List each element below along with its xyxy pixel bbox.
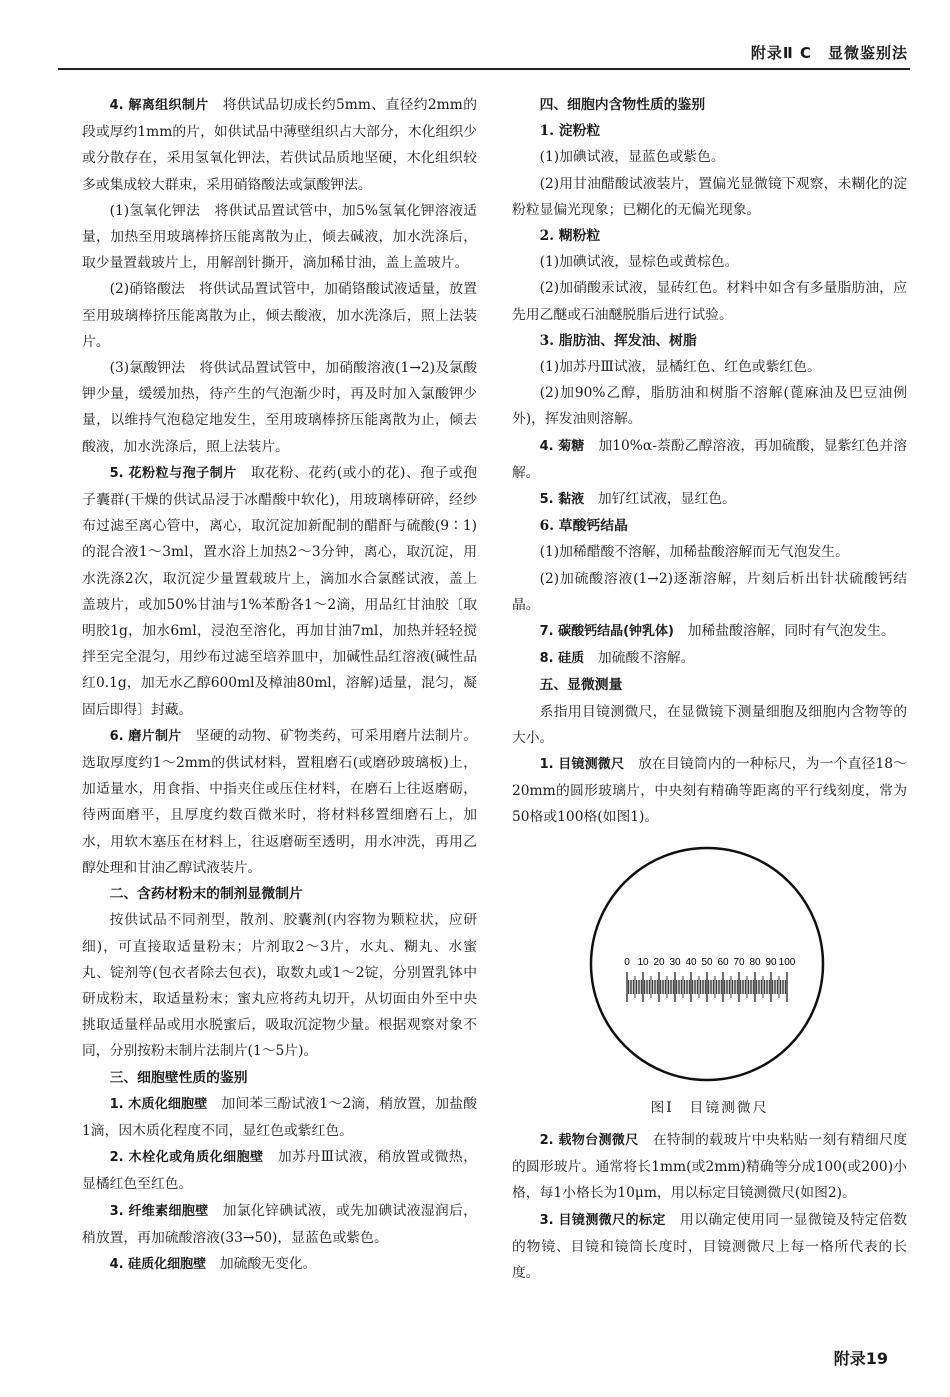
item-text: 用以确定使用同一显微镜及特定倍数的物镜、目镜和镜筒长度时，目镜测微尺上每一格所代表的长度。	[512, 1211, 908, 1281]
item-title: 5. 花粉粒与孢子制片	[109, 465, 237, 481]
item-text: 将供试品置试管中，加硝酸溶液(1→2)及氯酸钾少量，缓缓加热，待产生的气泡渐少时，再及时加入氯酸钾少量，以维持气泡稳定地发生，至用玻璃棒挤压能离散为止，倾去酸液，加水洗涤后，照上法装片。	[82, 360, 478, 455]
item-text: 取花粉、花药(或小的花)、孢子或孢子囊群(干燥的供试品浸于冰醋酸中软化)，用玻璃棒研碎，经纱布过滤至离心管中，离心，取沉淀加新配制的醋酐与硫酸(9∶1)的混合液1～3ml，置水浴上加热2～3分钟，离心，取沉淀，用水洗涤2次，取沉淀少量置载玻片上，滴加水合氯醛试液，盖上盖玻片，或加50%甘油与1%苯酚各1～2滴，用品红甘油胶〔取明胶1g，加水6ml，浸泡至溶化，再加甘油7ml，加热并轻轻搅拌至完全混匀，用纱布过滤至培养皿中，加碱性品红溶液(碱性品红0.1g，加无水乙醇600ml及樟油80ml，溶解)适量，混匀，凝固后即得〕封藏。	[82, 464, 477, 718]
item-title: 4. 菊糖	[539, 438, 585, 454]
right-column	[512, 92, 907, 1286]
item-title: 3. 纤维素细胞壁	[109, 1203, 209, 1219]
paragraph	[512, 1207, 907, 1287]
item-title: (3)氯酸钾法	[109, 360, 186, 377]
paragraph: (1)加碘试液，显蓝色或紫色。	[539, 149, 725, 166]
item-text: 加间苯三酚试液1～2滴，稍放置，加盐酸1滴，因木质化程度不同，显红色或紫红色。	[82, 1095, 478, 1139]
paragraph	[512, 433, 907, 486]
paragraph	[512, 751, 907, 831]
item-title: 6. 磨片制片	[109, 728, 182, 744]
paragraph: (2)用甘油醋酸试液装片，置偏光显微镜下观察，未糊化的淀粉粒显偏光现象；已糊化的无偏光现象。	[512, 175, 907, 218]
paragraph	[512, 486, 907, 513]
item-title: 2. 木栓化或角质化细胞壁	[109, 1150, 264, 1166]
item-text: 加苏丹Ⅲ试液，稍放置或微热，显橘红色至红色。	[82, 1149, 477, 1193]
paragraph: (1)加碘试液，显棕色或黄棕色。	[539, 254, 739, 271]
paragraph	[82, 1091, 477, 1144]
scale-label: 30	[669, 956, 681, 968]
paragraph	[512, 618, 907, 645]
paragraph: (2)加硝酸汞试液，显砖红色。材料中如含有多量脂肪油，应先用乙醚或石油醚脱脂后进行试验。	[512, 280, 907, 323]
left-column	[82, 92, 477, 1278]
item-text: 加硫酸无变化。	[219, 1255, 317, 1272]
figure-micrometer	[512, 839, 907, 1089]
item-text: 加硫酸不溶解。	[597, 650, 695, 667]
item-text: 将供试品置试管中，加5%氢氧化钾溶液适量，加热至用玻璃棒挤压能离散为止，倾去碱液，加水洗涤后，取少量置载玻片上，用解剖针撕开，滴加稀甘油，盖上盖玻片。	[82, 202, 478, 272]
paragraph: 按供试品不同剂型，散剂、胶囊剂(内容物为颗粒状，应研细)，可直接取适量粉末；片剂取2～3片，水丸、糊丸、水蜜丸、锭剂等(包衣者除去包衣)，取数丸或1～2锭，分别置乳钵中研成粉末，取适量粉末；蜜丸应将药丸切开，从切面由外至中央挑取适量样品或用水脱蜜后，吸取沉淀物少量。根据观察对象不同，分别按粉末制片法制片(1～5片)。	[82, 912, 477, 1060]
header-rule	[58, 68, 910, 70]
item-text: 加稀盐酸溶解，同时有气泡发生。	[687, 623, 895, 640]
section-heading: 五、显微测量	[539, 677, 623, 694]
page-number: 附录19	[833, 1349, 888, 1368]
paragraph: (1)加稀醋酸不溶解，加稀盐酸溶解而无气泡发生。	[539, 544, 849, 561]
item-title: 4. 硅质化细胞壁	[109, 1256, 207, 1272]
paragraph	[82, 723, 477, 881]
scale-labels	[624, 957, 796, 968]
item-title: 7. 碳酸钙结晶(钟乳体)	[539, 624, 674, 640]
item-title: 2. 糊粉粒	[539, 228, 601, 245]
scale-label: 90	[765, 956, 777, 968]
paragraph	[82, 1144, 477, 1197]
item-title: 2. 载物台测微尺	[539, 1132, 639, 1148]
item-title: 5. 黏液	[539, 492, 585, 508]
scale-label: 40	[685, 956, 697, 968]
item-title: 1. 目镜测微尺	[539, 757, 625, 773]
paragraph	[82, 1198, 477, 1251]
item-text: 将供试品置试管中，加硝铬酸试液适量，放置至用玻璃棒挤压能离散为止，倾去酸液，加水洗涤后，照上法装片。	[82, 281, 478, 350]
paragraph	[82, 198, 477, 277]
item-title: 3. 脂肪油、挥发油、树脂	[539, 332, 697, 349]
paragraph	[82, 1251, 477, 1278]
eyepiece-micrometer-diagram	[582, 839, 832, 1089]
scale-label: 60	[717, 956, 729, 968]
scale-label: 20	[653, 956, 665, 968]
item-text: 加氯化锌碘试液，或先加碘试液湿润后，稍放置，再加硫酸溶液(33→50)，显蓝色或紫色。	[82, 1202, 478, 1246]
item-title: (2)硝铬酸法	[109, 281, 185, 298]
paragraph	[82, 460, 477, 723]
paragraph	[512, 645, 907, 672]
item-text: 加钌红试液，显红色。	[597, 491, 736, 508]
section-heading: 三、细胞壁性质的鉴别	[109, 1069, 248, 1086]
figure-caption: 图Ⅰ 目镜测微尺	[650, 1099, 769, 1116]
paragraph	[82, 92, 477, 198]
item-text: 放在目镜筒内的一种标尺，为一个直径18～20mm的圆形玻璃片，中央刻有精确等距离的平行线刻度，常为50格或100格(如图1)。	[512, 756, 907, 826]
item-text: 在特制的载玻片中央粘贴一刻有精细尺度的圆形玻片。通常将长1mm(或2mm)精确等分成100(或200)小格，每1小格长为10μm，用以标定目镜测微尺(如图2)。	[512, 1131, 908, 1202]
scale-label: 80	[749, 956, 761, 968]
paragraph: (2)加硫酸溶液(1→2)逐渐溶解，片刻后析出针状硫酸钙结晶。	[512, 570, 907, 613]
item-title: 1. 木质化细胞壁	[109, 1096, 208, 1112]
item-title: 1. 淀粉粒	[539, 123, 601, 140]
scale-ticks	[627, 972, 787, 1002]
paragraph	[82, 276, 477, 355]
paragraph: (1)加苏丹Ⅲ试液，显橘红色、红色或紫红色。	[539, 359, 821, 376]
paragraph: (2)加90%乙醇，脂肪油和树脂不溶解(蓖麻油及巴豆油例外)，挥发油则溶解。	[512, 385, 907, 428]
item-title: 8. 硅质	[539, 651, 585, 667]
scale-label: 10	[637, 956, 649, 968]
scale-label: 50	[701, 956, 713, 968]
paragraph	[512, 1127, 907, 1207]
item-title: (1)氢氧化钾法	[109, 202, 201, 219]
section-heading: 四、细胞内含物性质的鉴别	[539, 97, 706, 113]
section-heading: 二、含药材粉末的制剂显微制片	[109, 886, 303, 903]
item-text: 加10%α-萘酚乙醇溶液，再加硫酸，显紫红色并溶解。	[512, 437, 907, 481]
item-text: 将供试品切成长约5mm、直径约2mm的段或厚约1mm的片，如供试品中薄壁组织占大部分，木化组织少或分散存在，采用氢氧化钾法，若供试品质地坚硬，木化组织较多或集成较大群束，采用硝铬酸法或氯酸钾法。	[82, 97, 478, 193]
scale-label: 0	[624, 956, 630, 968]
item-title: 3. 目镜测微尺的标定	[539, 1212, 666, 1228]
scale-label: 70	[733, 956, 745, 968]
item-title: 4. 解离组织制片	[109, 98, 209, 113]
item-title: 6. 草酸钙结晶	[539, 518, 628, 535]
paragraph	[82, 355, 477, 460]
running-header: 附录Ⅱ C 显微鉴别法	[750, 44, 908, 62]
scale-label: 100	[778, 956, 796, 968]
paragraph: 系指用目镜测微尺，在显微镜下测量细胞及细胞内含物等的大小。	[512, 703, 907, 746]
item-text: 坚硬的动物、矿物类药，可采用磨片法制片。选取厚度约1～2mm的供试材料，置粗磨石(或磨砂玻璃板)上，加适量水，用食指、中指夹住或压住材料，在磨石上往返磨砺，待两面磨平，且厚度约数百微米时，将材料移置细磨石上，加水，用软木塞压在材料上，往返磨砺至透明，用水冲洗，再用乙醇处理和甘油乙醇试液装片。	[82, 727, 478, 876]
